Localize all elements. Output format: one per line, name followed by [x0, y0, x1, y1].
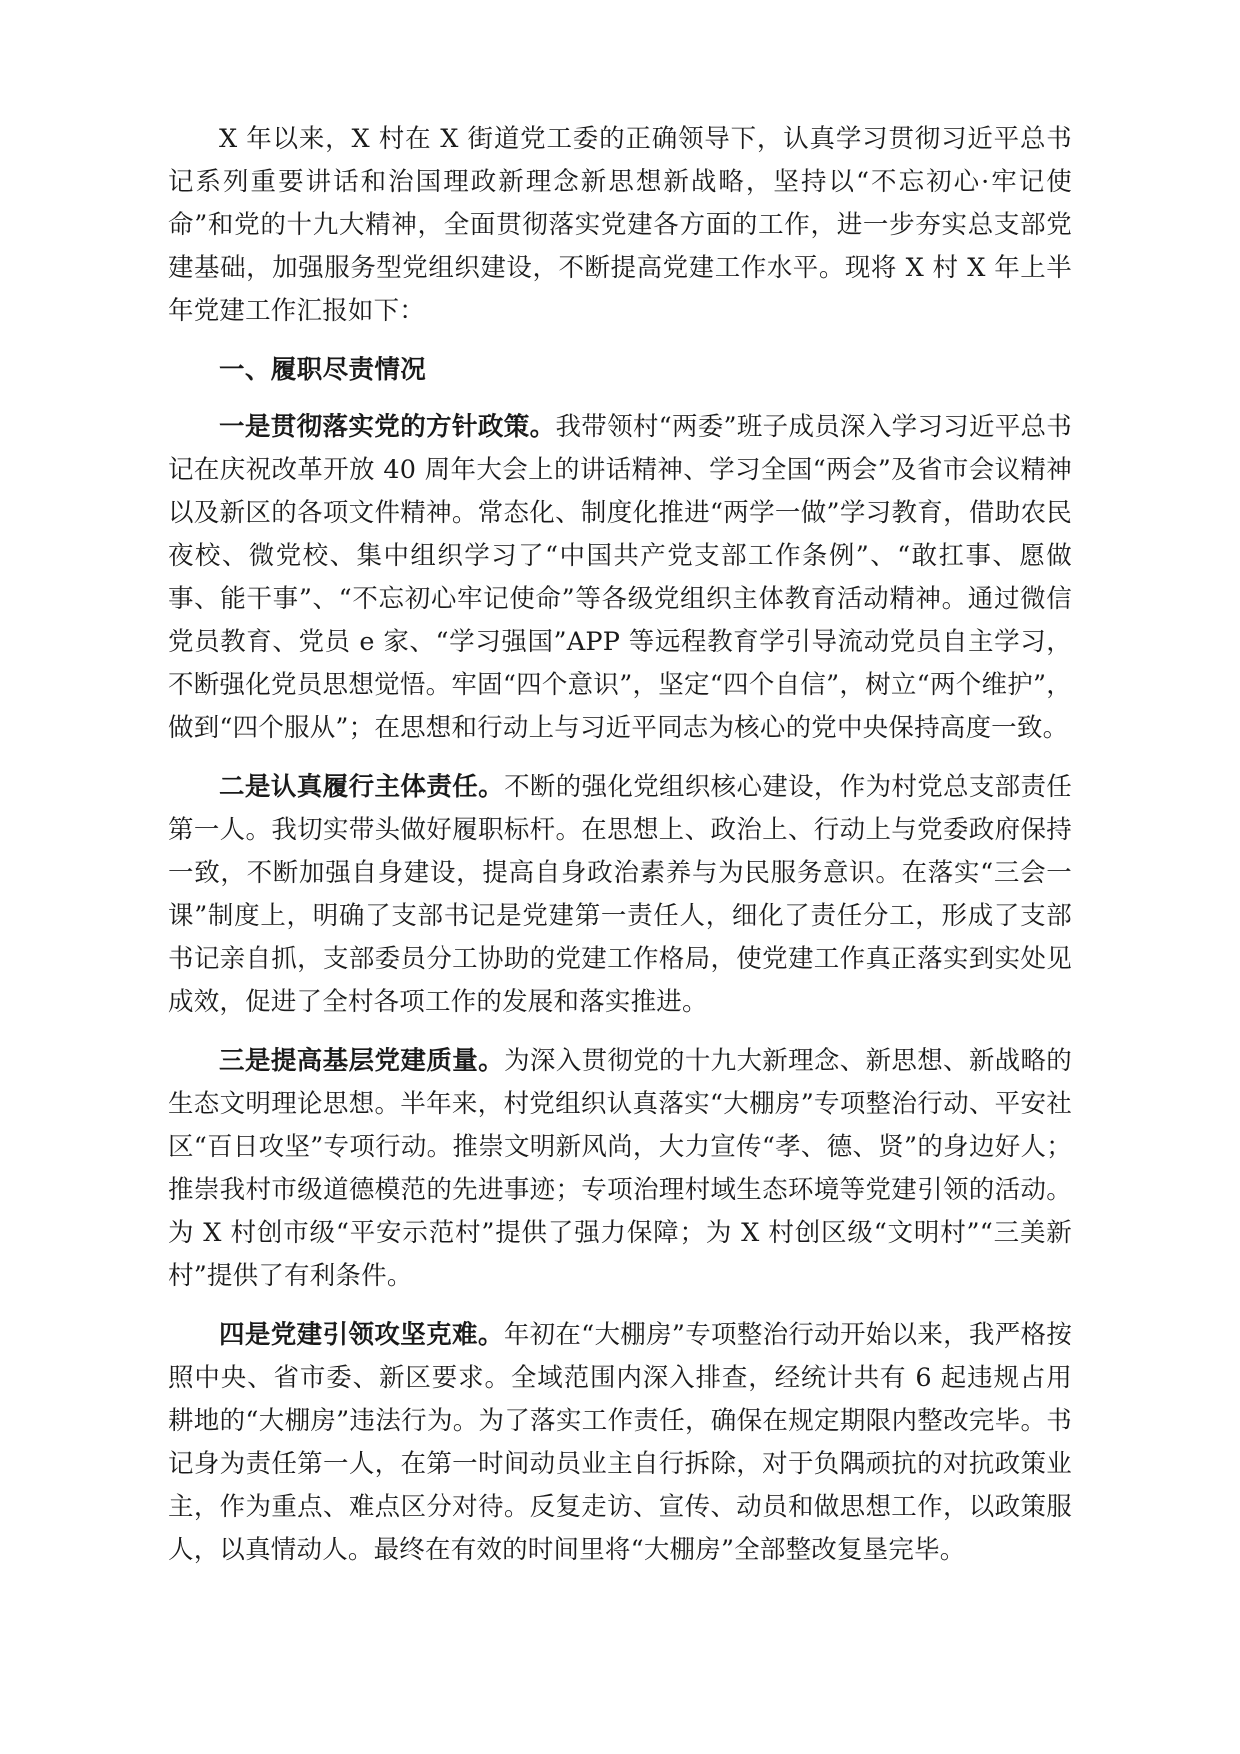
- item-rest-4: 年初在“大棚房”专项整治行动开始以来，我严格按照中央、省市委、新区要求。全域范围内深入排查，经统计共有 6 起违规占用耕地的“大棚房”违法行为。为了落实工作责任，确保在规定期限内整改完毕。书记身为责任第一人，在第一时间动员业主自行拆除，对于负隅顽抗的对抗政策业主，作为重点、难点区分对待。反复走访、宣传、动员和做思想工作，以政策服人，以真情动人。最终在有效的时间里将“大棚房”全部整改复垦完毕。: [168, 1320, 1072, 1565]
- section-heading-1: 一、履职尽责情况: [219, 355, 427, 385]
- item-lead-2: 二是认真履行主体责任。: [219, 772, 505, 802]
- item-lead-1: 一是贯彻落实党的方针政策。: [219, 412, 556, 442]
- item-paragraph-1: [168, 406, 1072, 750]
- item-paragraph-3: [168, 1040, 1072, 1298]
- item-paragraph-2: [168, 766, 1072, 1024]
- item-rest-3: 为深入贯彻党的十九大新理念、新思想、新战略的生态文明理论思想。半年来，村党组织认真落实“大棚房”专项整治行动、平安社区“百日攻坚”专项行动。推崇文明新风尚，大力宣传“孝、德、贤”的身边好人；推崇我村市级道德模范的先进事迹；专项治理村域生态环境等党建引领的活动。为 X 村创市级“平安示范村”提供了强力保障；为 X 村创区级“文明村”“三美新村”提供了有利条件。: [168, 1046, 1072, 1291]
- item-lead-3: 三是提高基层党建质量。: [219, 1046, 505, 1076]
- item-lead-4: 四是党建引领攻坚克难。: [219, 1320, 504, 1350]
- document-body: [168, 118, 1072, 1572]
- intro-paragraph: X 年以来，X 村在 X 街道党工委的正确领导下，认真学习贯彻习近平总书记系列重要讲话和治国理政新理念新思想新战略，坚持以“不忘初心·牢记使命”和党的十九大精神，全面贯彻落实党建各方面的工作，进一步夯实总支部党建基础，加强服务型党组织建设，不断提高党建工作水平。现将 X 村 X 年上半年党建工作汇报如下：: [168, 124, 1072, 326]
- item-paragraph-4: [168, 1314, 1072, 1572]
- item-rest-1: 我带领村“两委”班子成员深入学习习近平总书记在庆祝改革开放 40 周年大会上的讲话精神、学习全国“两会”及省市会议精神以及新区的各项文件精神。常态化、制度化推进“两学一做”学习教育，借助农民夜校、微党校、集中组织学习了“中国共产党支部工作条例”、“敢扛事、愿做事、能干事”、“不忘初心牢记使命”等各级党组织主体教育活动精神。通过微信党员教育、党员 e 家、“学习强国”APP 等远程教育学引导流动党员自主学习，不断强化党员思想觉悟。牢固“四个意识”，坚定“四个自信”，树立“两个维护”，做到“四个服从”；在思想和行动上与习近平同志为核心的党中央保持高度一致。: [168, 412, 1072, 743]
- item-rest-2: 不断的强化党组织核心建设，作为村党总支部责任第一人。我切实带头做好履职标杆。在思想上、政治上、行动上与党委政府保持一致，不断加强自身建设，提高自身政治素养与为民服务意识。在落实“三会一课”制度上，明确了支部书记是党建第一责任人，细化了责任分工，形成了支部书记亲自抓，支部委员分工协助的党建工作格局，使党建工作真正落实到实处见成效，促进了全村各项工作的发展和落实推进。: [168, 772, 1072, 1017]
